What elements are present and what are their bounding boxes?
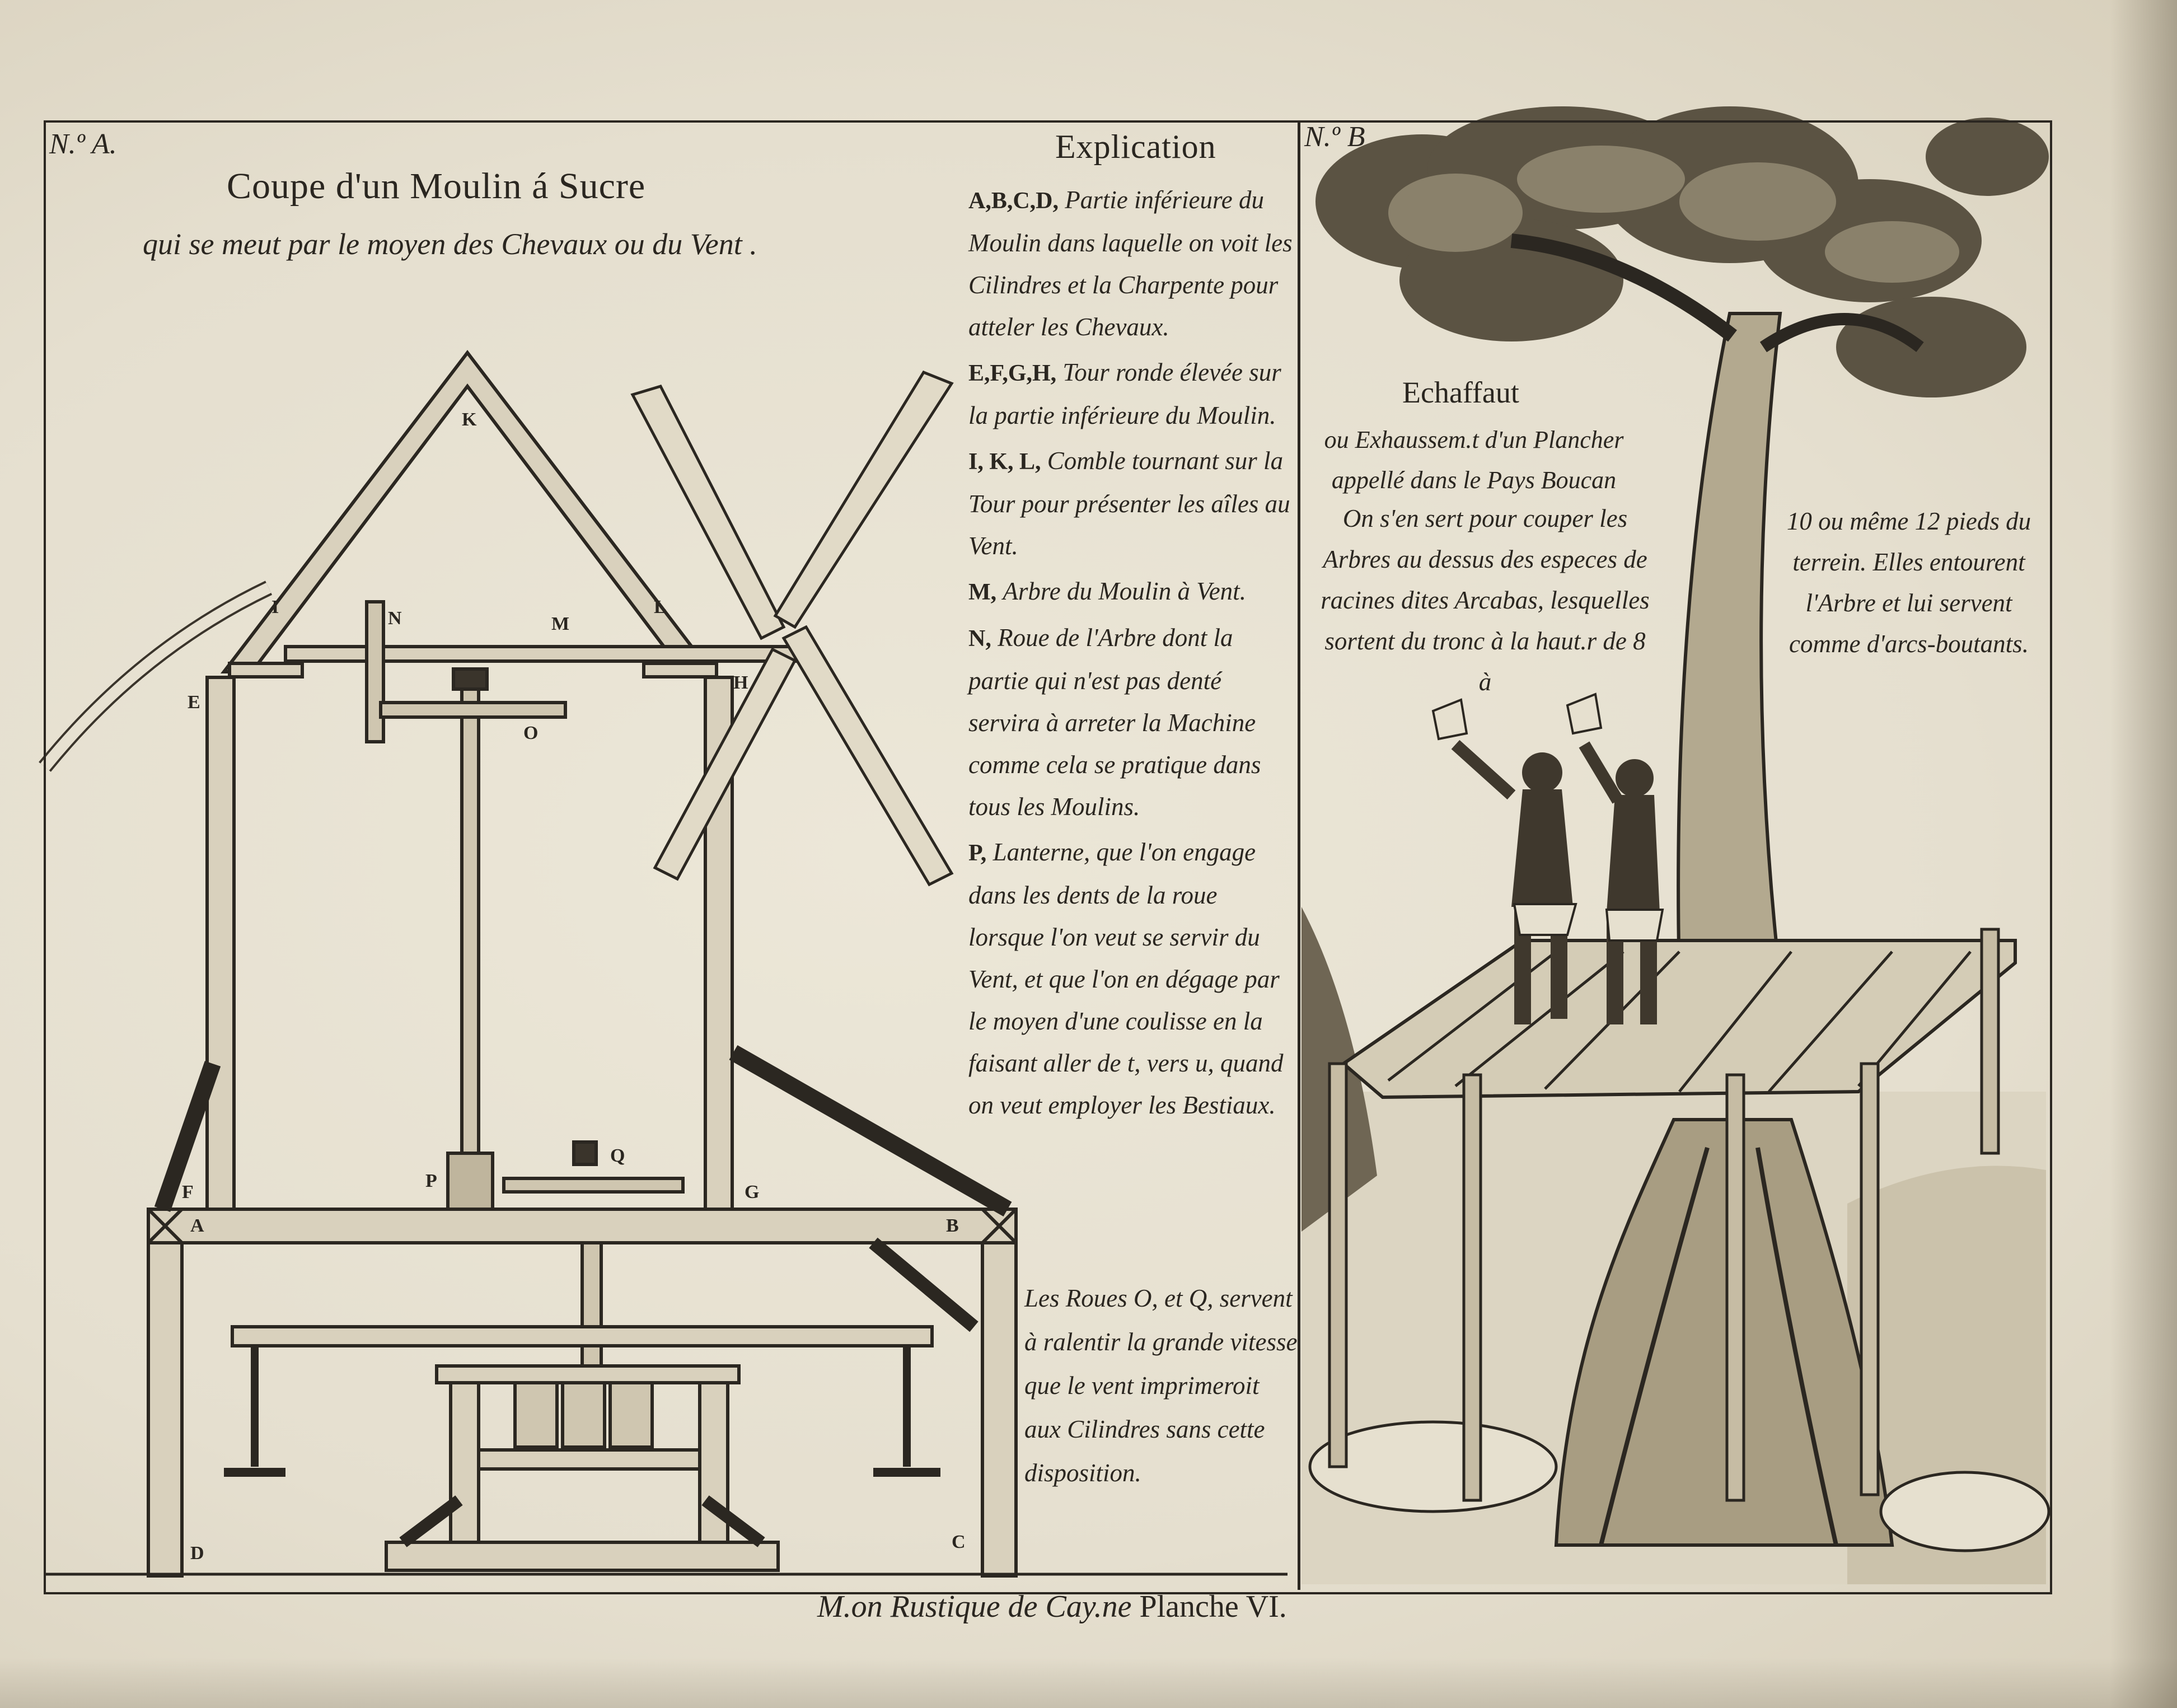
- page-bottom-shadow: [0, 1658, 2177, 1708]
- entry-text: Lanterne, que l'on engage dans les dents de la roue lorsque l'on veut se servir du Vent, et que l'on en dégage par le moyen d'une coulisse en la faisant aller de t, vers u, quand on veut employer les Bestiaux.: [968, 838, 1284, 1119]
- scaffold-text-left: On s'en sert pour couper les Arbres au dessus des especes de racines dites Arcabas, lesquelles sortent du tronc à la haut.r de 8 à: [1321, 504, 1650, 696]
- explication-list: [968, 179, 1299, 1130]
- svg-text:A: A: [190, 1215, 204, 1236]
- svg-text:L: L: [654, 597, 667, 617]
- entry-key: M,: [968, 579, 997, 605]
- figure-label-b: N.º B: [1304, 121, 1365, 153]
- svg-text:G: G: [745, 1182, 760, 1202]
- figure-label-a: N.º A.: [49, 128, 117, 160]
- explication-entry: [968, 352, 1299, 437]
- explication-entry: [968, 831, 1299, 1126]
- svg-text:I: I: [271, 597, 279, 617]
- plate-title: Coupe d'un Moulin á Sucre: [227, 166, 646, 207]
- caption-source: M.on Rustique de Cay.ne: [817, 1589, 1132, 1624]
- svg-text:B: B: [946, 1215, 959, 1236]
- page-edge-shadow: [2110, 0, 2177, 1708]
- entry-key: P,: [968, 840, 987, 866]
- entry-text: Roue de l'Arbre dont la partie qui n'est pas denté servira à arreter la Machine comme cela se pratique dans tous les Moulins.: [968, 624, 1261, 821]
- entry-text: Comble tournant sur la Tour pour présenter les aîles au Vent.: [968, 447, 1290, 560]
- svg-text:E: E: [188, 692, 200, 713]
- svg-text:D: D: [190, 1543, 204, 1564]
- plate-subtitle: qui se meut par le moyen des Chevaux ou du Vent .: [143, 227, 757, 261]
- caption-plate-number: Planche VI.: [1139, 1589, 1287, 1624]
- plate-caption: [817, 1589, 1287, 1625]
- svg-text:F: F: [182, 1182, 194, 1202]
- entry-text: Partie inférieure du Moulin dans laquelle on voit les Cilindres et la Charpente pour atteler les Chevaux.: [968, 186, 1293, 341]
- svg-text:H: H: [733, 672, 748, 693]
- entry-key: I, K, L,: [968, 449, 1041, 475]
- scaffold-subtitle: ou Exhaussem.t d'un Plancher appellé dans le Pays Boucan: [1324, 426, 1624, 494]
- entry-key: A,B,C,D,: [968, 188, 1059, 214]
- scaffold-title: Echaffaut: [1402, 376, 1519, 409]
- explication-heading: Explication: [1055, 128, 1216, 165]
- svg-text:O: O: [523, 723, 539, 743]
- entry-text: Arbre du Moulin à Vent.: [1003, 577, 1246, 605]
- explication-entry: [968, 440, 1299, 567]
- svg-text:N: N: [388, 608, 402, 629]
- entry-text: Tour ronde élevée sur la partie inférieure du Moulin.: [968, 358, 1281, 429]
- explication-entry: [968, 179, 1299, 348]
- wheels-note: Les Roues O, et Q, servent à ralentir la grande vitesse que le vent imprimeroit aux Cilindres sans cette disposition.: [1024, 1284, 1298, 1487]
- svg-text:K: K: [462, 409, 477, 430]
- svg-text:C: C: [952, 1532, 966, 1552]
- entry-key: N,: [968, 626, 991, 652]
- svg-text:P: P: [425, 1171, 437, 1191]
- explication-entry: [968, 617, 1299, 828]
- entry-key: E,F,G,H,: [968, 361, 1057, 386]
- svg-text:M: M: [551, 614, 570, 634]
- explication-entry: [968, 570, 1299, 614]
- scaffold-text-right: 10 ou même 12 pieds du terrein. Elles entourent l'Arbre et lui servent comme d'arcs-boutants.: [1786, 507, 2031, 658]
- svg-text:Q: Q: [610, 1145, 625, 1166]
